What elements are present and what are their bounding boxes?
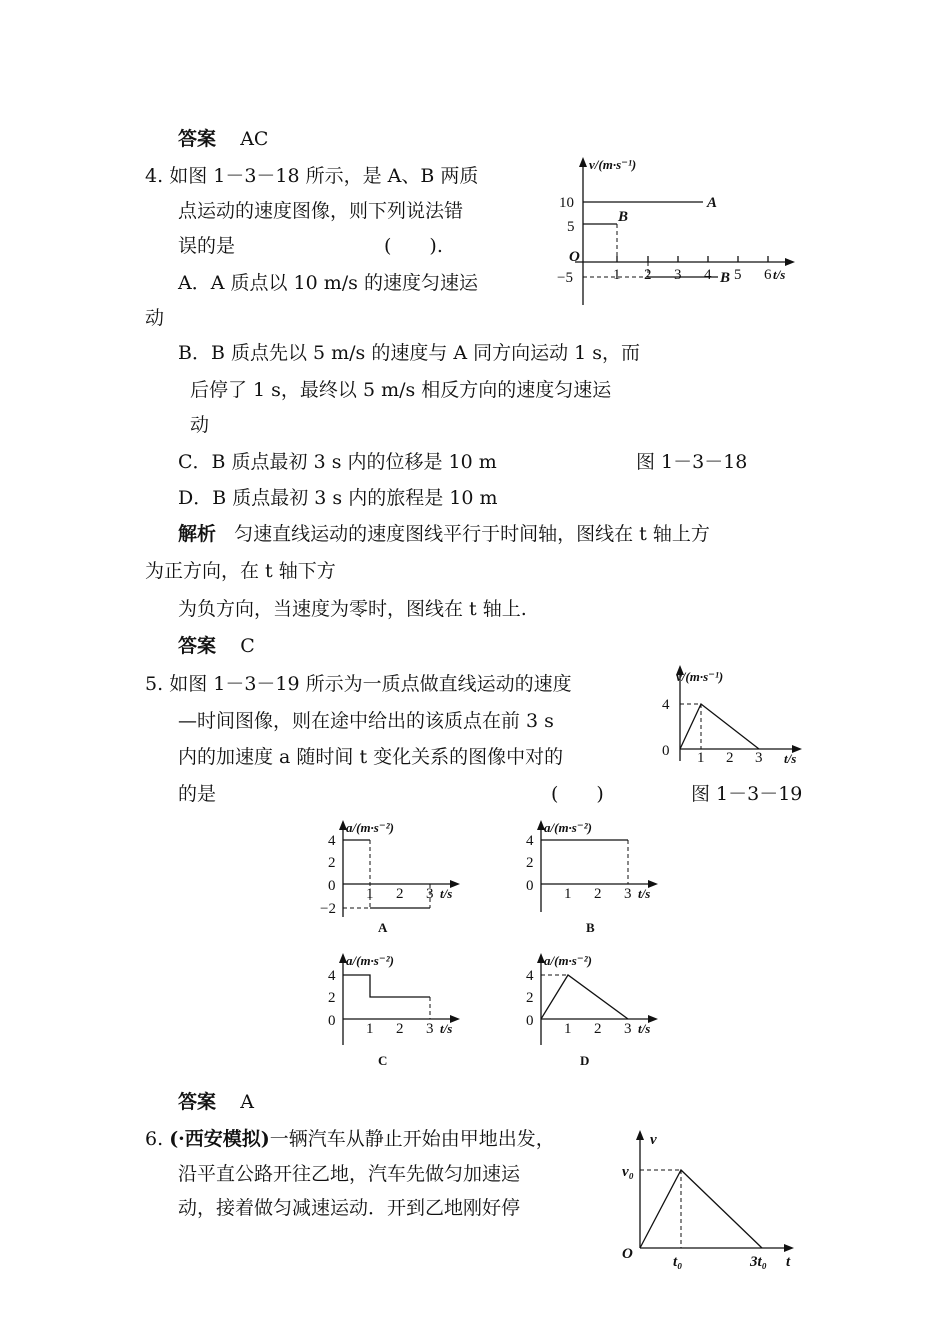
q4-stem-line3: 误的是 <box>178 235 236 257</box>
x-axis-arrow <box>784 1244 794 1252</box>
y-tick-4: 4 <box>526 968 534 984</box>
question-text: 一辆汽车从静止开始由甲地出发， <box>269 1128 555 1150</box>
y-axis-arrow <box>636 1130 644 1140</box>
origin-label: 0 <box>662 743 670 759</box>
question-number: 6. <box>145 1128 164 1150</box>
3t0-label: 3t₀ <box>750 1254 767 1270</box>
line-b-label: B <box>618 209 629 225</box>
answer-value: AC <box>240 128 269 150</box>
x-tick-3: 3 <box>426 886 434 902</box>
option-label: A <box>378 920 388 935</box>
v0-label: v₀ <box>622 1164 634 1180</box>
x-tick-2: 2 <box>644 267 652 283</box>
q4-option-a-line2: 动 <box>145 307 165 329</box>
x-axis-arrow <box>785 258 795 266</box>
accel-triangle <box>541 975 628 1019</box>
velocity-line <box>680 704 759 749</box>
q4-analysis-line2: 为正方向，在 t 轴下方 <box>145 560 336 582</box>
origin-label: 0 <box>328 1013 336 1029</box>
question-number: 5. <box>145 673 164 695</box>
origin-label: O <box>569 249 580 265</box>
x-tick-6: 6 <box>764 267 772 283</box>
q5-option-a-graph <box>320 812 470 937</box>
q4-option-b-line2: 后停了 1 s，最终以 5 m/s 相反方向的速度匀速运 <box>190 379 612 401</box>
x-axis-label: t/s <box>773 267 786 282</box>
x-tick-3: 3 <box>674 267 682 283</box>
line-b2-label: B <box>720 270 731 286</box>
x-axis-label: t/s <box>638 1021 651 1036</box>
x-tick-2: 2 <box>396 1021 404 1037</box>
x-tick-1: 1 <box>366 886 374 902</box>
q4-stem-line2: 点运动的速度图像，则下列说法错 <box>178 200 464 222</box>
q4-analysis-line1 <box>178 519 710 546</box>
x-tick-2: 2 <box>594 1021 602 1037</box>
y-tick-5: 5 <box>567 219 575 235</box>
y-tick-4: 4 <box>328 833 336 849</box>
y-axis-label: a/(m·s⁻²) <box>544 953 592 968</box>
origin-label: O <box>622 1246 633 1262</box>
y-axis-label: v <box>650 1132 657 1148</box>
y-tick-2: 2 <box>526 990 534 1006</box>
q6-stem-line3: 动，接着做匀减速运动．开到乙地刚好停 <box>178 1197 521 1219</box>
q5-velocity-graph <box>656 663 806 766</box>
question-text: 如图 1－3－18 所示，是 A、B 两质 <box>169 165 479 187</box>
x-tick-1: 1 <box>613 267 621 283</box>
q6-velocity-graph <box>618 1124 808 1274</box>
q4-answer <box>178 631 255 658</box>
q6-stem-line1 <box>145 1124 555 1151</box>
x-tick-3: 3 <box>755 750 763 766</box>
x-tick-2: 2 <box>594 886 602 902</box>
q5-stem-line3: 内的加速度 a 随时间 t 变化关系的图像中对的 <box>178 746 564 768</box>
x-tick-2: 2 <box>726 750 734 766</box>
analysis-label: 解析 <box>178 523 217 545</box>
q4-option-c: C．B 质点最初 3 s 内的位移是 10 m <box>178 451 497 473</box>
x-axis-label: t/s <box>440 1021 453 1036</box>
answer-value: C <box>240 635 255 657</box>
q5-option-b-graph <box>518 812 668 937</box>
velocity-line <box>640 1170 762 1248</box>
x-tick-1: 1 <box>697 750 705 766</box>
x-tick-2: 2 <box>396 886 404 902</box>
q5-option-d-graph <box>518 945 668 1070</box>
q5-blank: ( ) <box>551 783 604 805</box>
y-axis-arrow <box>579 157 587 167</box>
q4-option-b-line1: B．B 质点先以 5 m/s 的速度与 A 同方向运动 1 s，而 <box>178 342 641 364</box>
accel-steps <box>343 975 430 997</box>
option-label: D <box>580 1053 590 1068</box>
question-text: 如图 1－3－19 所示为一质点做直线运动的速度 <box>169 673 572 695</box>
q4-velocity-graph <box>555 155 795 305</box>
q4-blank: ( ). <box>384 235 443 257</box>
x-axis-label: t/s <box>638 886 651 901</box>
x-axis-label: t <box>786 1254 791 1270</box>
y-tick-2: 2 <box>526 855 534 871</box>
answer-label: 答案 <box>178 128 217 150</box>
x-ticks <box>613 256 772 283</box>
q3-answer <box>178 124 268 151</box>
q5-answer <box>178 1087 254 1114</box>
q5-figure-caption: 图 1－3－19 <box>691 783 803 805</box>
origin-label: 0 <box>328 878 336 894</box>
x-tick-4: 4 <box>704 267 712 283</box>
y-axis-label: a/(m·s⁻²) <box>346 953 394 968</box>
x-tick-1: 1 <box>564 1021 572 1037</box>
x-tick-5: 5 <box>734 267 742 283</box>
t0-label: t₀ <box>673 1254 683 1270</box>
q6-stem-line2: 沿平直公路开往乙地，汽车先做匀加速运 <box>178 1163 521 1185</box>
analysis-text: 匀速直线运动的速度图线平行于时间轴，图线在 t 轴上方 <box>234 523 710 545</box>
y-tick-neg2: −2 <box>320 901 336 917</box>
y-tick-4: 4 <box>662 697 670 713</box>
y-tick-2: 2 <box>328 855 336 871</box>
answer-label: 答案 <box>178 635 217 657</box>
origin-label: 0 <box>526 878 534 894</box>
x-tick-1: 1 <box>564 886 572 902</box>
x-tick-3: 3 <box>426 1021 434 1037</box>
x-axis-label: t/s <box>440 886 453 901</box>
q4-analysis-line3: 为负方向，当速度为零时，图线在 t 轴上. <box>178 598 527 620</box>
q5-stem-line2: —时间图像，则在途中给出的该质点在前 3 s <box>178 710 554 732</box>
y-axis-label: a/(m·s⁻²) <box>346 820 394 835</box>
line-a-label: A <box>707 195 718 211</box>
x-axis-label: t/s <box>784 751 797 766</box>
x-tick-3: 3 <box>624 886 632 902</box>
q4-option-a-line1: A．A 质点以 10 m/s 的速度匀速运 <box>178 272 478 294</box>
option-label: B <box>586 920 595 935</box>
y-axis-label: v/(m·s⁻¹) <box>676 669 724 684</box>
q5-stem-line4: 的是 <box>178 783 217 805</box>
y-tick-2: 2 <box>328 990 336 1006</box>
y-tick-4: 4 <box>526 833 534 849</box>
q4-option-d: D．B 质点最初 3 s 内的旅程是 10 m <box>178 487 498 509</box>
q4-option-b-line3: 动 <box>190 414 210 436</box>
y-tick-4: 4 <box>328 968 336 984</box>
q5-option-c-graph <box>320 945 470 1070</box>
x-tick-1: 1 <box>366 1021 374 1037</box>
q4-stem-line1 <box>145 161 478 188</box>
q4-figure-caption: 图 1－3－18 <box>636 451 748 473</box>
y-tick-10: 10 <box>559 195 574 211</box>
answer-label: 答案 <box>178 1091 217 1113</box>
y-axis-label: a/(m·s⁻²) <box>544 820 592 835</box>
y-axis-label: v/(m·s⁻¹) <box>589 157 637 172</box>
answer-value: A <box>240 1091 254 1113</box>
origin-label: 0 <box>526 1013 534 1029</box>
y-tick-neg5: −5 <box>557 270 573 286</box>
question-number: 4. <box>145 165 164 187</box>
q5-stem-line1 <box>145 669 572 696</box>
option-label: C <box>378 1053 388 1068</box>
question-source: (·西安模拟) <box>169 1128 270 1150</box>
x-tick-3: 3 <box>624 1021 632 1037</box>
